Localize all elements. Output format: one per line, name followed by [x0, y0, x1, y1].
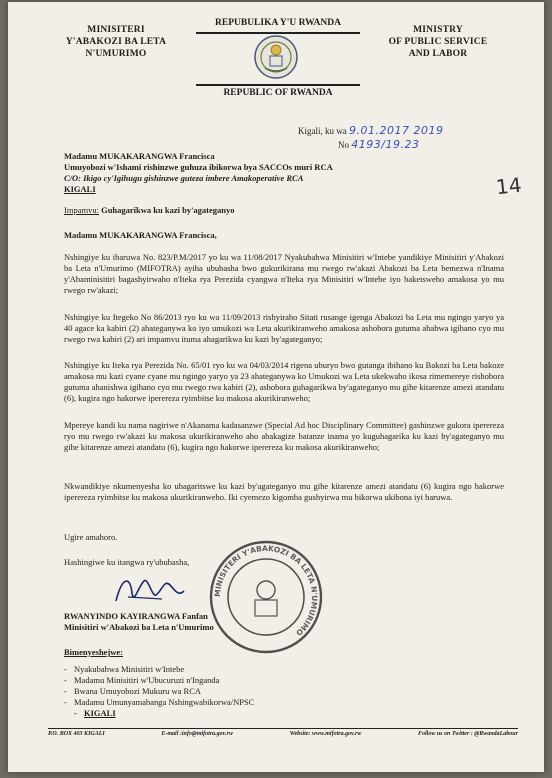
cc-item: - Madamu Minisitiri w'Ubucuruzi n'Inganda	[64, 675, 254, 686]
reference-label: No	[338, 140, 349, 150]
signer-name: RWANYINDO KAYIRANGWA Fanfan	[64, 611, 208, 621]
salutation: Madamu MUKAKARANGWA Francisca,	[64, 230, 217, 240]
cc-city: - KIGALI	[64, 708, 254, 719]
footer	[48, 731, 518, 737]
header-left	[46, 24, 186, 60]
letter-page	[8, 2, 544, 772]
footer-po-box: P.O. BOX 403 KIGALI	[48, 731, 105, 737]
header-right-line-1: MINISTRY	[413, 25, 463, 35]
date-label: Kigali, ku wa	[298, 126, 347, 136]
header-center-bottom: REPUBLIC OF RWANDA	[223, 88, 333, 98]
cc-item: - Bwana Umuyobozi Mukuru wa RCA	[64, 686, 254, 697]
handwritten-margin-number: 14	[494, 172, 523, 200]
subject-line	[64, 205, 504, 216]
handwritten-signature	[108, 567, 188, 611]
header-right-line-3: AND LABOR	[408, 49, 468, 59]
footer-rule	[48, 728, 518, 729]
date-reference	[298, 124, 443, 152]
header-left-line-3: N'UMURIMO	[85, 49, 147, 59]
header-left-line-2: Y'ABAKOZI BA LETA	[65, 37, 167, 47]
footer-email[interactable]: E-mail :info@mifotra.gov.rw	[161, 731, 233, 737]
addressee-name: Madamu MUKAKARANGWA Francisca	[64, 151, 215, 161]
closing: Ugire amahoro.	[64, 532, 118, 542]
paragraph-3: Nshingiye ku Iteka rya Perezida No. 65/01 ryo ku wa 04/03/2014 rigena uburyo bwo gutanga ibihano ku Bakozi ba Leta bakoze amakosa mu kazi cyane cyane mu ngingo yaryo ya 23 ahateganywa ko Umukozi wa Leta ukekwaho ikosa rimemereye rishobora gutuma ahanishwa igihano cyo mu rwego rwa kabiri (2), ashobora guhagarikwa by'agateganyo mu gihe kitarenze amezi atandatu (6), kugira ngo hakorwe iperereza ryimbitse ku makosa akurikiranweho;	[64, 360, 504, 403]
footer-twitter[interactable]: Follow us on Twitter : @RwandaLabour	[418, 731, 518, 737]
subject-text: Guhagarikwa ku kazi by'agateganyo	[98, 205, 235, 215]
header-right	[368, 24, 508, 60]
signer-block	[64, 611, 214, 633]
rwanda-coat-of-arms-icon	[253, 34, 299, 80]
paragraph-4: Mpereye kandi ku nama nagiriwe n'Akanama kadasanzwe (Special Ad hoc Disciplinary Committee) gashinzwe gukora iperereza ryo mu rwego rw'akazi ku makosa ukurikiranweho aho abakagize batanze inama yo kuguhagarika ku kazi by'agateganyo mu gihe kitarenze amezi atandatu (6), kugira ngo hakorwe iperereza ku makosa akurikiranweho;	[64, 420, 504, 452]
header-left-line-1: MINISITERI	[87, 25, 145, 35]
addressee-city: KIGALI	[64, 184, 96, 194]
addressee-role: Umuyobozi w'Ishami rishinzwe guhuza ibikorwa bya SACCOs muri RCA	[64, 162, 333, 172]
paragraph-1: Nshingiye ku ibaruwa No. 823/P.M/2017 yo ku wa 11/08/2017 Nyakubahwa Minisitiri w'Intebe yandikiye Minisitiri y'Abakozi ba Leta n'Umurimo (MIFOTRA) ayiha ububasha bwo gukurikirana mu rwego rw'akazi Abakozi ba Leta bemezwa n'Inama y'Abaminisitiri bagashyirwaho n'Iteka rya Perezida cyangwa n'Iteka rya Minisitiri w'Intebe iyo baketsweho amakosa yo mu rwego rw'akazi;	[64, 252, 504, 295]
signer-title: Minisitiri w'Abakozi ba Leta n'Umurimo	[64, 622, 214, 632]
footer-website[interactable]: Website: www.mifotra.gov.rw	[289, 731, 362, 737]
cc-item: - Nyakubahwa Minisitiri w'Intebe	[64, 664, 254, 675]
cc-title: Bimenyeshejwe:	[64, 647, 124, 657]
signoff: Hashingiwe ku itangwa ry'ububasha,	[64, 557, 190, 567]
subject-label: Impamvu:	[64, 205, 99, 215]
date-value: 9.01.2017 2019	[349, 124, 444, 137]
stamp-ring-text: MINISITERI Y'ABAKOZI BA LETA N'UMURIMO	[212, 543, 320, 638]
cc-list	[64, 664, 254, 719]
official-stamp	[206, 538, 326, 656]
addressee-care-of: C/O: Ikigo cy'Igihugu gishinzwe guteza imbere Amakoperative RCA	[64, 173, 304, 183]
header-right-line-2: OF PUBLIC SERVICE	[388, 37, 488, 47]
header-rule-bottom	[196, 84, 360, 86]
reference-value: 4193/19.23	[351, 138, 420, 151]
cc-item: - Madamu Umunyamabanga Nshingwabikorwa/NPSC	[64, 697, 254, 708]
paragraph-2: Nshingiye ku Itegeko No 86/2013 ryo ku wa 11/09/2013 rishyiraho Sitati rusange igenga Abakozi ba Leta mu ngingo yaryo ya 40 agace ka kabiri (2) ahateganywa ko iyo umukozi wa Leta akurikiranweho amakosa ashobora gutuma ahabwa igihano cyo mu rwego rwa kabiri (2) ari impamvu ituma ahagarikwa ku kazi by'agateganyo;	[64, 312, 504, 344]
addressee-block	[64, 151, 333, 195]
paragraph-5: Nkwandikiye nkumenyesha ko uhagaritswe ku kazi by'agateganyo mu gihe kitarenze amezi atandatu (6) kugira ngo hakorwe iperereza ryimbitse ku makosa ukurikiranweho. Iki cyemezo kigomba gushyirwa mu bikorwa ukibona iyi baruwa.	[64, 481, 504, 502]
header-center-top: REPUBULIKA Y'U RWANDA	[215, 18, 341, 28]
